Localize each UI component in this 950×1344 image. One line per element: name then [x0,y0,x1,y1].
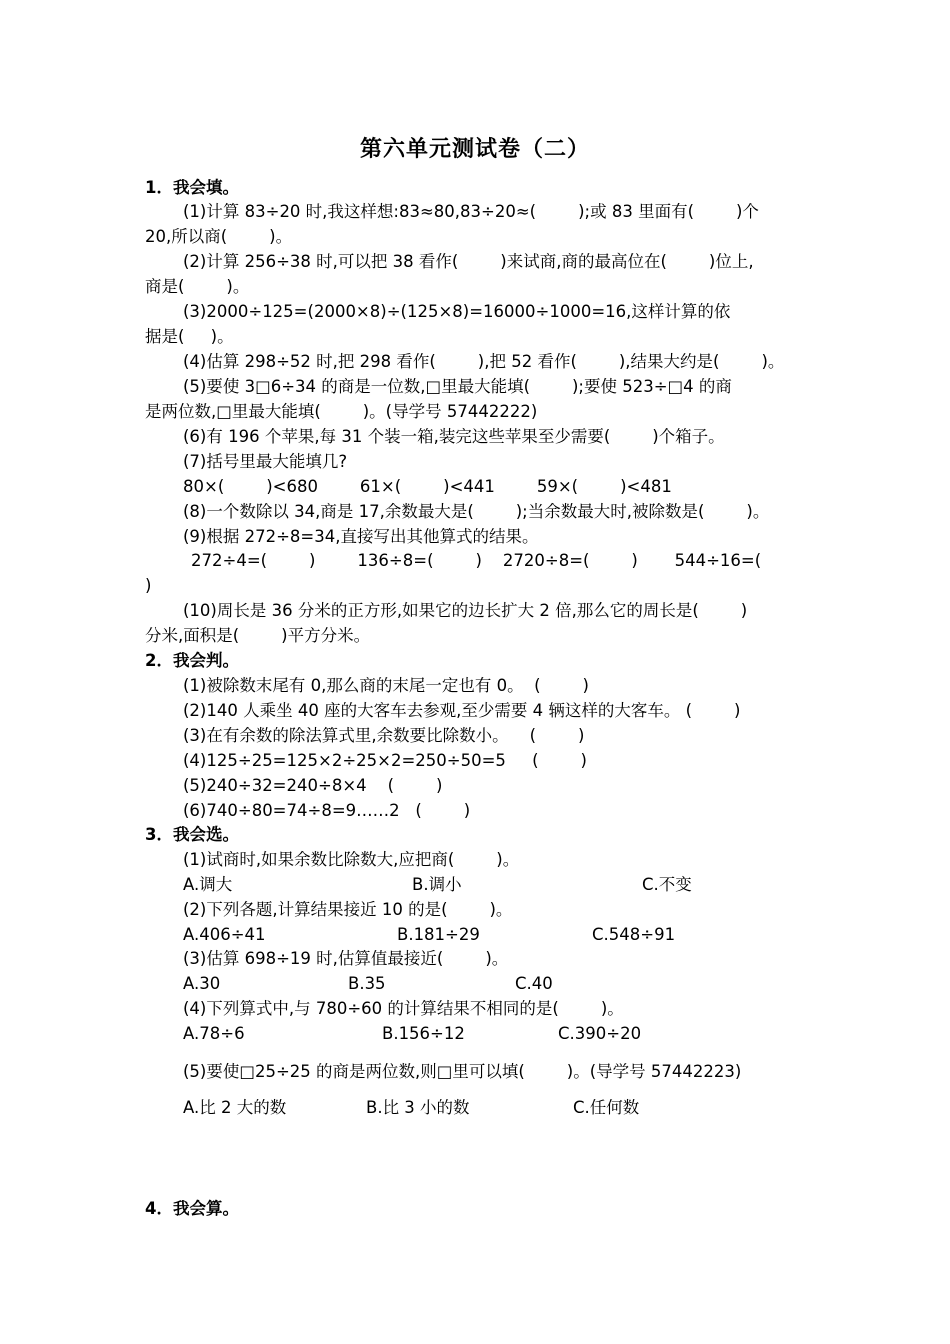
fill-line: (3)2000÷125=(2000×8)÷(125×8)=16000÷1000=16,这样计算的依 [183,302,731,321]
choice-option-a: A.调大 [183,875,233,894]
choice-option-c: C.任何数 [573,1098,640,1117]
choice-option-b: B.调小 [412,875,462,894]
choice-option-a: A.比 2 大的数 [183,1098,287,1117]
judge-line: (3)在有余数的除法算式里,余数要比除数小。 ( ) [183,726,585,745]
section-heading-fill: 1．我会填。 [145,178,239,197]
choice-option-c: C.548÷91 [592,925,676,944]
judge-line: (1)被除数末尾有 0,那么商的末尾一定也有 0。 ( ) [183,676,589,695]
fill-line: 分米,面积是( )平方分米。 [145,626,371,645]
choice-option-c: C.390÷20 [558,1024,642,1043]
fill-line: (10)周长是 36 分米的正方形,如果它的边长扩大 2 倍,那么它的周长是( ) [183,601,748,620]
fill-line: (9)根据 272÷8=34,直接写出其他算式的结果。 [183,527,539,546]
judge-line: (5)240÷32=240÷8×4 ( ) [183,776,443,795]
choice-question: (5)要使□25÷25 的商是两位数,则□里可以填( )。(导学号 57442223) [183,1062,742,1081]
choice-option-c: C.40 [515,974,553,993]
fill-line: (6)有 196 个苹果,每 31 个装一箱,装完这些苹果至少需要( )个箱子。 [183,427,725,446]
fill-line: 20,所以商( )。 [145,227,293,246]
choice-question: (2)下列各题,计算结果接近 10 的是( )。 [183,900,513,919]
judge-line: (2)140 人乘坐 40 座的大客车去参观,至少需要 4 辆这样的大客车。 ( ) [183,701,741,720]
fill-line: 80×( )<680 61×( )<441 59×( )<481 [183,477,672,496]
choice-option-a: A.78÷6 [183,1024,245,1043]
choice-option-b: B.比 3 小的数 [366,1098,470,1117]
choice-question: (1)试商时,如果余数比除数大,应把商( )。 [183,850,520,869]
section-heading-calc: 4．我会算。 [145,1199,239,1218]
choice-question: (4)下列算式中,与 780÷60 的计算结果不相同的是( )。 [183,999,624,1018]
fill-line: (1)计算 83÷20 时,我这样想:83≈80,83÷20≈( );或 83 里面有( )个 [183,202,759,221]
fill-line: (8)一个数除以 34,商是 17,余数最大是( );当余数最大时,被除数是( )。 [183,502,770,521]
fill-line: 据是( )。 [145,327,234,346]
choice-question: (3)估算 698÷19 时,估算值最接近( )。 [183,949,509,968]
fill-line: 商是( )。 [145,277,250,296]
choice-option-c: C.不变 [642,875,692,894]
fill-line: (5)要使 3□6÷34 的商是一位数,□里最大能填( );要使 523÷□4 的商 [183,377,732,396]
fill-line: (4)估算 298÷52 时,把 298 看作( ),把 52 看作( ),结果大约是( )。 [183,352,785,371]
choice-option-a: A.30 [183,974,221,993]
page-title: 第六单元测试卷（二） [359,136,590,162]
fill-line: (2)计算 256÷38 时,可以把 38 看作( )来试商,商的最高位在( )位上, [183,252,754,271]
section-heading-judge: 2．我会判。 [145,651,239,670]
fill-line: (7)括号里最大能填几? [183,452,348,471]
choice-option-a: A.406÷41 [183,925,266,944]
judge-line: (4)125÷25=125×2÷25×2=250÷50=5 ( ) [183,751,587,770]
choice-option-b: B.156÷12 [382,1024,465,1043]
judge-line: (6)740÷80=74÷8=9……2 ( ) [183,801,471,820]
choice-option-b: B.35 [348,974,386,993]
fill-line: 272÷4=( ) 136÷8=( ) 2720÷8=( ) 544÷16=( [191,551,762,570]
choice-option-b: B.181÷29 [397,925,480,944]
fill-line: ) [145,576,152,595]
section-heading-choose: 3．我会选。 [145,825,239,844]
fill-line: 是两位数,□里最大能填( )。(导学号 57442222) [145,402,538,421]
